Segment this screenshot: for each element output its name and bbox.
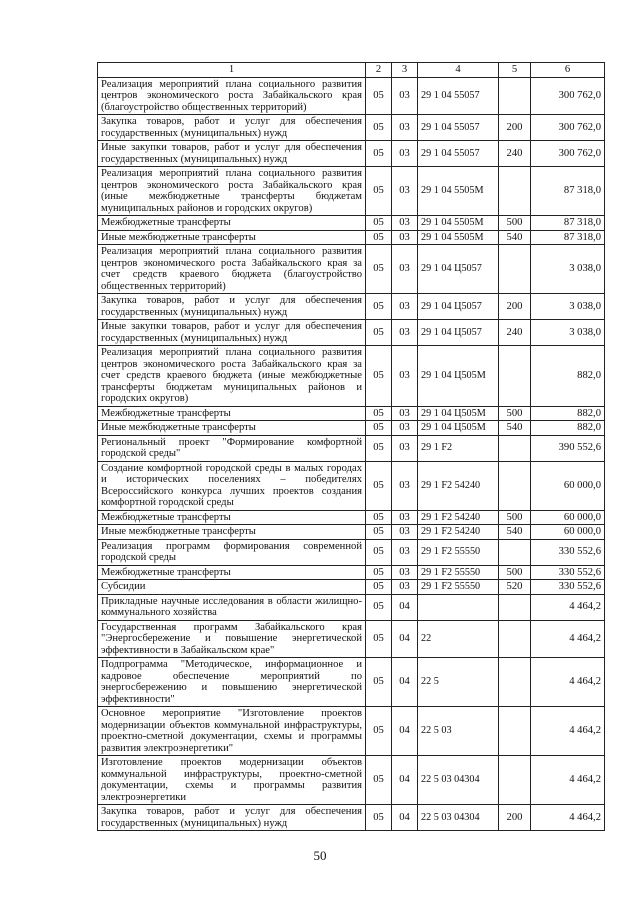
row-name-cell: Реализация мероприятий плана социального развития центров экономического роста Забайкальского края за счет средств краевого бюджета (иные межбюджетные трансферты бюджетам муниципальных районов и городских округов) xyxy=(98,346,366,407)
row-amount-cell: 60 000,0 xyxy=(531,525,605,540)
row-expense-type-cell xyxy=(499,594,531,620)
row-section-cell: 05 xyxy=(366,594,392,620)
row-name-cell: Подпрограмма "Методическое, информационное и кадровое обеспечение мероприятий по энергосбережению и повышению энергетической эффективности" xyxy=(98,658,366,707)
row-section-cell: 05 xyxy=(366,805,392,831)
row-expense-type-cell xyxy=(499,167,531,216)
row-subsection-cell: 04 xyxy=(392,707,418,756)
row-section-cell: 05 xyxy=(366,406,392,421)
row-amount-cell: 300 762,0 xyxy=(531,115,605,141)
row-section-cell: 05 xyxy=(366,461,392,510)
row-amount-cell: 882,0 xyxy=(531,421,605,436)
row-target-article-cell: 29 1 04 Ц5057 xyxy=(418,294,499,320)
row-subsection-cell: 03 xyxy=(392,216,418,231)
row-amount-cell: 3 038,0 xyxy=(531,245,605,294)
row-target-article-cell: 29 1 04 55057 xyxy=(418,141,499,167)
row-name-cell: Межбюджетные трансферты xyxy=(98,565,366,580)
row-expense-type-cell: 540 xyxy=(499,230,531,245)
row-section-cell: 05 xyxy=(366,421,392,436)
row-subsection-cell: 03 xyxy=(392,435,418,461)
table-row xyxy=(98,245,605,294)
row-subsection-cell: 03 xyxy=(392,406,418,421)
row-target-article-cell: 29 1 04 55057 xyxy=(418,115,499,141)
row-section-cell: 05 xyxy=(366,539,392,565)
row-section-cell: 05 xyxy=(366,510,392,525)
row-expense-type-cell xyxy=(499,346,531,407)
row-section-cell: 05 xyxy=(366,230,392,245)
row-expense-type-cell xyxy=(499,756,531,805)
table-row xyxy=(98,510,605,525)
row-name-cell: Реализация программ формирования современной городской среды xyxy=(98,539,366,565)
row-subsection-cell: 04 xyxy=(392,756,418,805)
row-target-article-cell: 29 1 04 5505М xyxy=(418,230,499,245)
row-name-cell: Межбюджетные трансферты xyxy=(98,216,366,231)
row-amount-cell: 330 552,6 xyxy=(531,539,605,565)
header-cell-4: 4 xyxy=(418,63,499,78)
row-target-article-cell: 29 1 F2 55550 xyxy=(418,580,499,595)
row-target-article-cell: 29 1 F2 xyxy=(418,435,499,461)
row-amount-cell: 3 038,0 xyxy=(531,320,605,346)
row-name-cell: Иные межбюджетные трансферты xyxy=(98,421,366,436)
table-row xyxy=(98,658,605,707)
row-target-article-cell: 29 1 04 55057 xyxy=(418,77,499,115)
row-target-article-cell: 29 1 F2 55550 xyxy=(418,539,499,565)
row-section-cell: 05 xyxy=(366,435,392,461)
row-name-cell: Закупка товаров, работ и услуг для обеспечения государственных (муниципальных) нужд xyxy=(98,805,366,831)
row-target-article-cell: 22 5 03 04304 xyxy=(418,805,499,831)
row-subsection-cell: 03 xyxy=(392,461,418,510)
row-name-cell: Реализация мероприятий плана социального развития центров экономического роста Забайкальского края за счет средств краевого бюджета (благоустройство общественных территорий) xyxy=(98,245,366,294)
table-row xyxy=(98,320,605,346)
budget-table xyxy=(97,62,605,831)
row-expense-type-cell: 200 xyxy=(499,805,531,831)
row-name-cell: Государственная программ Забайкальского края "Энергосбережение и повышение энергетической эффективности в Забайкальском крае" xyxy=(98,620,366,658)
row-name-cell: Создание комфортной городской среды в малых городах и исторических поселениях – победителях Всероссийского конкурса лучших проектов создания комфортной городской среды xyxy=(98,461,366,510)
row-amount-cell: 4 464,2 xyxy=(531,707,605,756)
table-row xyxy=(98,539,605,565)
row-target-article-cell: 29 1 04 5505М xyxy=(418,167,499,216)
row-amount-cell: 87 318,0 xyxy=(531,216,605,231)
table-row xyxy=(98,216,605,231)
row-amount-cell: 300 762,0 xyxy=(531,141,605,167)
table-row xyxy=(98,594,605,620)
row-subsection-cell: 03 xyxy=(392,294,418,320)
row-name-cell: Прикладные научные исследования в области жилищно-коммунального хозяйства xyxy=(98,594,366,620)
table-row xyxy=(98,230,605,245)
table-row xyxy=(98,620,605,658)
row-amount-cell: 330 552,6 xyxy=(531,580,605,595)
row-section-cell: 05 xyxy=(366,658,392,707)
row-amount-cell: 390 552,6 xyxy=(531,435,605,461)
row-section-cell: 05 xyxy=(366,756,392,805)
row-name-cell: Региональный проект "Формирование комфортной городской среды" xyxy=(98,435,366,461)
row-target-article-cell: 29 1 F2 54240 xyxy=(418,510,499,525)
row-name-cell: Закупка товаров, работ и услуг для обеспечения государственных (муниципальных) нужд xyxy=(98,294,366,320)
row-amount-cell: 60 000,0 xyxy=(531,510,605,525)
row-name-cell: Субсидии xyxy=(98,580,366,595)
row-target-article-cell: 29 1 F2 54240 xyxy=(418,525,499,540)
row-subsection-cell: 03 xyxy=(392,115,418,141)
row-expense-type-cell xyxy=(499,77,531,115)
row-section-cell: 05 xyxy=(366,580,392,595)
row-target-article-cell: 22 5 03 xyxy=(418,707,499,756)
row-expense-type-cell: 520 xyxy=(499,580,531,595)
row-expense-type-cell xyxy=(499,658,531,707)
row-target-article-cell: 29 1 04 5505М xyxy=(418,216,499,231)
row-expense-type-cell xyxy=(499,435,531,461)
row-amount-cell: 4 464,2 xyxy=(531,594,605,620)
row-target-article-cell: 29 1 F2 54240 xyxy=(418,461,499,510)
table-row xyxy=(98,525,605,540)
row-name-cell: Иные закупки товаров, работ и услуг для обеспечения государственных (муниципальных) нужд xyxy=(98,320,366,346)
row-subsection-cell: 03 xyxy=(392,320,418,346)
table-row xyxy=(98,580,605,595)
row-amount-cell: 60 000,0 xyxy=(531,461,605,510)
table-row xyxy=(98,406,605,421)
row-expense-type-cell xyxy=(499,707,531,756)
row-subsection-cell: 03 xyxy=(392,230,418,245)
table-row xyxy=(98,421,605,436)
table-row xyxy=(98,77,605,115)
row-name-cell: Межбюджетные трансферты xyxy=(98,510,366,525)
row-name-cell: Основное мероприятие "Изготовление проектов модернизации объектов коммунальной инфраструктуры, проектно-сметной документации, схемы и программы развития электроэнергетики" xyxy=(98,707,366,756)
row-subsection-cell: 03 xyxy=(392,245,418,294)
row-target-article-cell: 29 1 04 Ц505М xyxy=(418,406,499,421)
row-section-cell: 05 xyxy=(366,565,392,580)
row-amount-cell: 882,0 xyxy=(531,346,605,407)
row-subsection-cell: 04 xyxy=(392,658,418,707)
row-amount-cell: 4 464,2 xyxy=(531,756,605,805)
row-subsection-cell: 03 xyxy=(392,167,418,216)
row-name-cell: Закупка товаров, работ и услуг для обеспечения государственных (муниципальных) нужд xyxy=(98,115,366,141)
row-name-cell: Иные межбюджетные трансферты xyxy=(98,525,366,540)
row-name-cell: Иные межбюджетные трансферты xyxy=(98,230,366,245)
row-amount-cell: 87 318,0 xyxy=(531,230,605,245)
budget-table-body xyxy=(98,63,605,831)
table-row xyxy=(98,115,605,141)
row-amount-cell: 3 038,0 xyxy=(531,294,605,320)
header-cell-3: 3 xyxy=(392,63,418,78)
header-cell-1: 1 xyxy=(98,63,366,78)
row-target-article-cell: 29 1 F2 55550 xyxy=(418,565,499,580)
row-subsection-cell: 03 xyxy=(392,141,418,167)
row-expense-type-cell xyxy=(499,539,531,565)
row-amount-cell: 4 464,2 xyxy=(531,805,605,831)
row-target-article-cell: 29 1 04 Ц505М xyxy=(418,346,499,407)
row-section-cell: 05 xyxy=(366,167,392,216)
table-row xyxy=(98,805,605,831)
row-amount-cell: 4 464,2 xyxy=(531,658,605,707)
table-row xyxy=(98,756,605,805)
table-header-row xyxy=(98,63,605,78)
row-section-cell: 05 xyxy=(366,115,392,141)
row-name-cell: Иные закупки товаров, работ и услуг для обеспечения государственных (муниципальных) нужд xyxy=(98,141,366,167)
row-section-cell: 05 xyxy=(366,346,392,407)
row-subsection-cell: 03 xyxy=(392,510,418,525)
row-expense-type-cell: 500 xyxy=(499,216,531,231)
row-section-cell: 05 xyxy=(366,707,392,756)
row-section-cell: 05 xyxy=(366,525,392,540)
row-expense-type-cell: 240 xyxy=(499,320,531,346)
row-expense-type-cell: 200 xyxy=(499,294,531,320)
row-expense-type-cell: 240 xyxy=(499,141,531,167)
row-target-article-cell: 29 1 04 Ц5057 xyxy=(418,320,499,346)
row-target-article-cell xyxy=(418,594,499,620)
table-row xyxy=(98,346,605,407)
row-expense-type-cell: 540 xyxy=(499,525,531,540)
row-amount-cell: 330 552,6 xyxy=(531,565,605,580)
table-row xyxy=(98,707,605,756)
row-expense-type-cell xyxy=(499,461,531,510)
row-subsection-cell: 04 xyxy=(392,620,418,658)
row-expense-type-cell xyxy=(499,245,531,294)
row-subsection-cell: 04 xyxy=(392,594,418,620)
row-name-cell: Реализация мероприятий плана социального развития центров экономического роста Забайкальского края (иные межбюджетные трансферты бюджетам муниципальных районов и городских округов) xyxy=(98,167,366,216)
row-expense-type-cell xyxy=(499,620,531,658)
row-amount-cell: 4 464,2 xyxy=(531,620,605,658)
row-subsection-cell: 04 xyxy=(392,805,418,831)
row-target-article-cell: 29 1 04 Ц5057 xyxy=(418,245,499,294)
row-subsection-cell: 03 xyxy=(392,539,418,565)
row-section-cell: 05 xyxy=(366,294,392,320)
row-target-article-cell: 29 1 04 Ц505М xyxy=(418,421,499,436)
row-name-cell: Изготовление проектов модернизации объектов коммунальной инфраструктуры, проектно-сметной документации, схемы и программы развития электроэнергетики xyxy=(98,756,366,805)
table-row xyxy=(98,294,605,320)
row-target-article-cell: 22 5 xyxy=(418,658,499,707)
header-cell-2: 2 xyxy=(366,63,392,78)
row-target-article-cell: 22 xyxy=(418,620,499,658)
row-subsection-cell: 03 xyxy=(392,580,418,595)
table-row xyxy=(98,461,605,510)
row-section-cell: 05 xyxy=(366,320,392,346)
row-name-cell: Реализация мероприятий плана социального развития центров экономического роста Забайкальского края (благоустройство общественных территорий) xyxy=(98,77,366,115)
row-amount-cell: 300 762,0 xyxy=(531,77,605,115)
row-name-cell: Межбюджетные трансферты xyxy=(98,406,366,421)
row-expense-type-cell: 500 xyxy=(499,510,531,525)
row-target-article-cell: 22 5 03 04304 xyxy=(418,756,499,805)
header-cell-6: 6 xyxy=(531,63,605,78)
row-section-cell: 05 xyxy=(366,245,392,294)
row-expense-type-cell: 500 xyxy=(499,565,531,580)
row-expense-type-cell: 500 xyxy=(499,406,531,421)
row-section-cell: 05 xyxy=(366,77,392,115)
row-subsection-cell: 03 xyxy=(392,346,418,407)
row-subsection-cell: 03 xyxy=(392,421,418,436)
table-row xyxy=(98,141,605,167)
table-row xyxy=(98,565,605,580)
row-subsection-cell: 03 xyxy=(392,77,418,115)
row-section-cell: 05 xyxy=(366,141,392,167)
table-row xyxy=(98,435,605,461)
row-section-cell: 05 xyxy=(366,216,392,231)
page-number: 50 xyxy=(313,848,327,863)
row-subsection-cell: 03 xyxy=(392,565,418,580)
table-row xyxy=(98,167,605,216)
row-amount-cell: 882,0 xyxy=(531,406,605,421)
row-amount-cell: 87 318,0 xyxy=(531,167,605,216)
row-expense-type-cell: 200 xyxy=(499,115,531,141)
row-subsection-cell: 03 xyxy=(392,525,418,540)
header-cell-5: 5 xyxy=(499,63,531,78)
row-section-cell: 05 xyxy=(366,620,392,658)
row-expense-type-cell: 540 xyxy=(499,421,531,436)
